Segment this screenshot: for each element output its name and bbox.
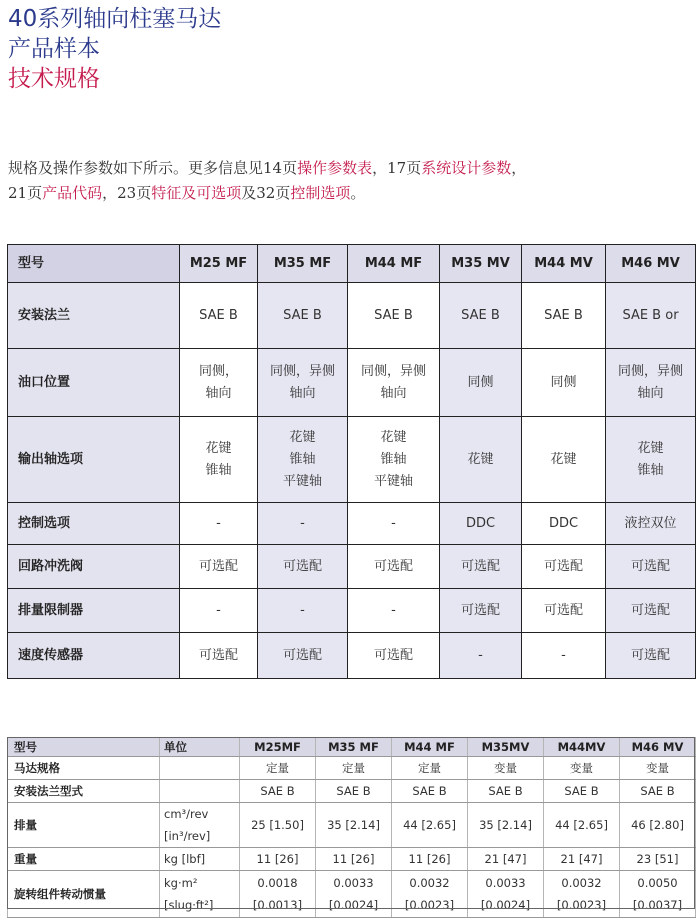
spec-row (8, 283, 696, 349)
data-cell (468, 848, 544, 871)
spec-cell (348, 417, 440, 503)
data-cell-line: [0.0024] (480, 898, 531, 912)
spec-cell (522, 349, 606, 417)
spec-cell-line: 花键 (467, 451, 494, 467)
data-cell-line: 定量 (418, 761, 441, 775)
spec-cell (606, 349, 696, 417)
data-cell (392, 848, 468, 871)
data-row (8, 848, 696, 871)
data-cell-line: 0.0033 (333, 876, 374, 890)
data-cell (240, 780, 316, 803)
spec-cell (522, 417, 606, 503)
spec-model-header: M44 MV (522, 245, 606, 283)
spec-cell (522, 283, 606, 349)
data-row-unit (160, 871, 240, 918)
spec-cell-line: - (561, 647, 566, 663)
data-cell (316, 848, 392, 871)
spec-cell (606, 283, 696, 349)
data-row-label: 旋转组件转动惯量 (8, 871, 160, 918)
data-cell-line: 11 [26] (332, 852, 375, 866)
data-cell-line: 35 [2.14] (479, 818, 532, 832)
data-row-label: 马达规格 (8, 757, 160, 780)
data-cell (544, 871, 620, 918)
data-row-label: 重量 (8, 848, 160, 871)
spec-cell-line: 可选配 (630, 558, 670, 574)
data-cell (392, 803, 468, 848)
spec-cell-line: 可选配 (282, 558, 322, 574)
spec-cell-line: 锥轴 (205, 462, 232, 478)
spec-cell-line: SAE B (461, 307, 500, 323)
spec-cell-line: 可选配 (198, 647, 238, 663)
spec-cell-line: 锥轴 (637, 462, 664, 478)
spec-cell-line: 可选配 (630, 647, 670, 663)
data-cell (544, 757, 620, 780)
data-row (8, 871, 696, 918)
spec-cell (522, 633, 606, 679)
data-unit-line: [in³/rev] (164, 829, 211, 843)
data-cell-line: [0.0013] (252, 898, 303, 912)
spec-cell-line: 花键 (205, 440, 232, 456)
spec-cell (258, 633, 348, 679)
data-cell-line: 35 [2.14] (327, 818, 380, 832)
data-cell (392, 871, 468, 918)
spec-row (8, 545, 696, 589)
spec-cell (440, 503, 522, 545)
spec-cell (440, 545, 522, 589)
data-cell-line: 44 [2.65] (555, 818, 608, 832)
spec-cell (522, 589, 606, 633)
spec-row-label: 速度传感器 (8, 633, 180, 679)
spec-cell-line: DDC (548, 515, 579, 531)
spec-cell-line: 平键轴 (282, 473, 322, 489)
spec-cell (180, 545, 258, 589)
spec-cell (606, 545, 696, 589)
data-cell (620, 871, 696, 918)
data-row-label: 排量 (8, 803, 160, 848)
spec-row-label: 控制选项 (8, 503, 180, 545)
intro-paragraph (8, 156, 698, 206)
spec-row-label: 回路冲洗阀 (8, 545, 180, 589)
spec-cell-line: 同侧， (198, 363, 238, 379)
data-cell (544, 780, 620, 803)
spec-cell (440, 349, 522, 417)
data-unit-line: cm³/rev (164, 807, 209, 821)
data-cell-line: 23 [51] (636, 852, 679, 866)
spec-row (8, 633, 696, 679)
link-model-code[interactable]: 产品代码 (42, 184, 103, 202)
spec-cell (440, 589, 522, 633)
spec-cell-line: DDC (465, 515, 496, 531)
spec-cell-line: 可选配 (373, 558, 413, 574)
spec-cell-line: 锥轴 (289, 451, 316, 467)
spec-cell-line: - (300, 602, 305, 618)
data-unit-line: kg·m² (164, 876, 198, 890)
spec-cell-line: 花键 (380, 429, 407, 445)
spec-cell-line: 同侧 (467, 374, 494, 390)
spec-cell (606, 589, 696, 633)
data-cell-line: 0.0050 (637, 876, 678, 890)
data-header-unit: 单位 (160, 738, 240, 757)
spec-cell-line: 液控双位 (624, 515, 677, 531)
spec-model-header: M25 MF (180, 245, 258, 283)
spec-cell (258, 283, 348, 349)
data-cell (316, 780, 392, 803)
intro-text: ，23页 (102, 184, 152, 202)
spec-header-row (8, 245, 696, 283)
spec-cell (180, 633, 258, 679)
data-cell-line: 定量 (266, 761, 289, 775)
series-title: 40系列轴向柱塞马达 (8, 6, 222, 32)
data-cell (316, 871, 392, 918)
spec-cell-line: 轴向 (289, 385, 316, 401)
data-model-header: M44MV (544, 738, 620, 757)
catalog-title: 产品样本 (8, 36, 100, 62)
data-cell-line: 变量 (646, 761, 669, 775)
spec-cell (180, 589, 258, 633)
link-control-options[interactable]: 控制选项 (290, 184, 351, 202)
data-row-unit (160, 848, 240, 871)
spec-cell-line: 同侧，异侧 (269, 363, 335, 379)
spec-cell-line: 同侧，异侧 (617, 363, 683, 379)
data-cell-line: 11 [26] (256, 852, 299, 866)
section-title: 技术规格 (8, 66, 100, 92)
spec-cell (348, 545, 440, 589)
data-cell-line: [0.0024] (328, 898, 379, 912)
data-header-row (8, 738, 696, 757)
link-system-design-parameters[interactable]: 系统设计参数 (421, 159, 512, 177)
spec-cell (522, 545, 606, 589)
spec-model-header: M44 MF (348, 245, 440, 283)
spec-cell (606, 503, 696, 545)
spec-cell (348, 589, 440, 633)
spec-row-label: 排量限制器 (8, 589, 180, 633)
spec-cell (180, 349, 258, 417)
data-cell-line: 0.0032 (561, 876, 602, 890)
link-operating-parameters[interactable]: 操作参数表 (297, 159, 373, 177)
spec-cell-line: 可选配 (543, 602, 583, 618)
spec-cell-line: - (216, 515, 221, 531)
spec-cell-line: 花键 (550, 451, 577, 467)
link-features-options[interactable]: 特征及可选项 (151, 184, 242, 202)
spec-cell (606, 633, 696, 679)
spec-cell (258, 589, 348, 633)
data-cell-line: [0.0023] (556, 898, 607, 912)
data-cell (240, 803, 316, 848)
data-cell (240, 871, 316, 918)
spec-cell-line: 可选配 (198, 558, 238, 574)
data-row-unit (160, 803, 240, 848)
spec-cell (258, 349, 348, 417)
data-cell-line: 变量 (570, 761, 593, 775)
data-cell (620, 848, 696, 871)
data-row (8, 803, 696, 848)
data-row-unit (160, 757, 240, 780)
intro-text: 。 (350, 184, 366, 202)
spec-cell (606, 417, 696, 503)
spec-cell-line: 可选配 (460, 558, 500, 574)
spec-cell-line: 锥轴 (380, 451, 407, 467)
spec-cell-line: 同侧，异侧 (360, 363, 426, 379)
data-cell-line: 定量 (342, 761, 365, 775)
spec-cell (440, 417, 522, 503)
spec-cell-line: SAE B (544, 307, 583, 323)
data-cell-line: 46 [2.80] (631, 818, 684, 832)
data-cell (544, 848, 620, 871)
spec-cell-line: - (391, 515, 396, 531)
data-row (8, 780, 696, 803)
spec-cell (180, 283, 258, 349)
data-cell (468, 803, 544, 848)
data-cell-line: 变量 (494, 761, 517, 775)
data-model-header: M44 MF (392, 738, 468, 757)
spec-row (8, 503, 696, 545)
data-cell-line: SAE B (564, 784, 599, 798)
spec-row-label: 油口位置 (8, 349, 180, 417)
data-row-label: 安装法兰型式 (8, 780, 160, 803)
spec-cell-line: SAE B or (622, 307, 679, 323)
data-cell-line: [0.0023] (404, 898, 455, 912)
data-cell-line: [0.0037] (632, 898, 683, 912)
data-cell (316, 757, 392, 780)
spec-cell-line: 可选配 (543, 558, 583, 574)
data-unit-line: [slug·ft²] (164, 898, 214, 912)
data-cell-line: SAE B (336, 784, 371, 798)
spec-cell (348, 633, 440, 679)
data-cell-line: 21 [47] (484, 852, 527, 866)
spec-cell (258, 545, 348, 589)
data-model-header: M35MV (468, 738, 544, 757)
data-model-header: M46 MV (620, 738, 696, 757)
spec-cell (180, 417, 258, 503)
data-row (8, 757, 696, 780)
spec-cell (348, 349, 440, 417)
spec-cell-line: SAE B (374, 307, 413, 323)
spec-cell (440, 633, 522, 679)
data-header-label: 型号 (8, 738, 160, 757)
spec-cell-line: - (478, 647, 483, 663)
spec-cell (348, 283, 440, 349)
spec-cell (258, 503, 348, 545)
spec-cell-line: SAE B (283, 307, 322, 323)
spec-model-header: M35 MF (258, 245, 348, 283)
spec-header-label: 型号 (8, 245, 180, 283)
data-cell-line: 25 [1.50] (251, 818, 304, 832)
data-table (7, 737, 696, 918)
data-cell-line: 0.0032 (409, 876, 450, 890)
spec-cell-line: - (391, 602, 396, 618)
spec-cell (440, 283, 522, 349)
data-cell (620, 780, 696, 803)
intro-text: 规格及操作参数如下所示。更多信息见14页 (8, 159, 298, 177)
data-cell (468, 871, 544, 918)
intro-text: 21页 (8, 184, 43, 202)
spec-cell-line: 可选配 (282, 647, 322, 663)
spec-cell (180, 503, 258, 545)
data-cell (240, 757, 316, 780)
data-cell-line: SAE B (260, 784, 295, 798)
spec-cell-line: 花键 (637, 440, 664, 456)
spec-cell (348, 503, 440, 545)
title-block (8, 4, 221, 94)
data-cell-line: SAE B (488, 784, 523, 798)
data-cell-line: 0.0033 (485, 876, 526, 890)
data-unit-line: kg [lbf] (164, 852, 206, 866)
spec-cell-line: SAE B (199, 307, 238, 323)
intro-text: ，17页 (372, 159, 422, 177)
spec-cell-line: 可选配 (630, 602, 670, 618)
data-row-unit (160, 780, 240, 803)
spec-cell-line: 轴向 (205, 385, 232, 401)
spec-cell-line: 同侧 (550, 374, 577, 390)
spec-cell (258, 417, 348, 503)
data-cell (240, 848, 316, 871)
spec-row (8, 349, 696, 417)
spec-cell-line: 轴向 (637, 385, 664, 401)
spec-row (8, 417, 696, 503)
data-cell-line: SAE B (640, 784, 675, 798)
data-cell (544, 803, 620, 848)
data-cell (620, 803, 696, 848)
spec-row (8, 589, 696, 633)
data-cell (392, 757, 468, 780)
data-cell (392, 780, 468, 803)
spec-cell-line: - (300, 515, 305, 531)
intro-text: ， (511, 159, 527, 177)
data-cell (468, 757, 544, 780)
spec-row-label: 输出轴选项 (8, 417, 180, 503)
data-cell-line: 44 [2.65] (403, 818, 456, 832)
spec-model-header: M46 MV (606, 245, 696, 283)
intro-text: 及32页 (241, 184, 291, 202)
data-cell (620, 757, 696, 780)
spec-model-header: M35 MV (440, 245, 522, 283)
data-model-header: M35 MF (316, 738, 392, 757)
data-cell-line: 21 [47] (560, 852, 603, 866)
spec-table (7, 244, 696, 679)
spec-cell (522, 503, 606, 545)
spec-cell-line: 可选配 (460, 602, 500, 618)
data-cell (468, 780, 544, 803)
data-cell (316, 803, 392, 848)
data-cell-line: SAE B (412, 784, 447, 798)
spec-cell-line: 轴向 (380, 385, 407, 401)
spec-cell-line: 平键轴 (373, 473, 413, 489)
data-cell-line: 11 [26] (408, 852, 451, 866)
spec-cell-line: 可选配 (373, 647, 413, 663)
spec-cell-line: - (216, 602, 221, 618)
data-model-header: M25MF (240, 738, 316, 757)
data-cell-line: 0.0018 (257, 876, 298, 890)
spec-cell-line: 花键 (289, 429, 316, 445)
spec-row-label: 安装法兰 (8, 283, 180, 349)
